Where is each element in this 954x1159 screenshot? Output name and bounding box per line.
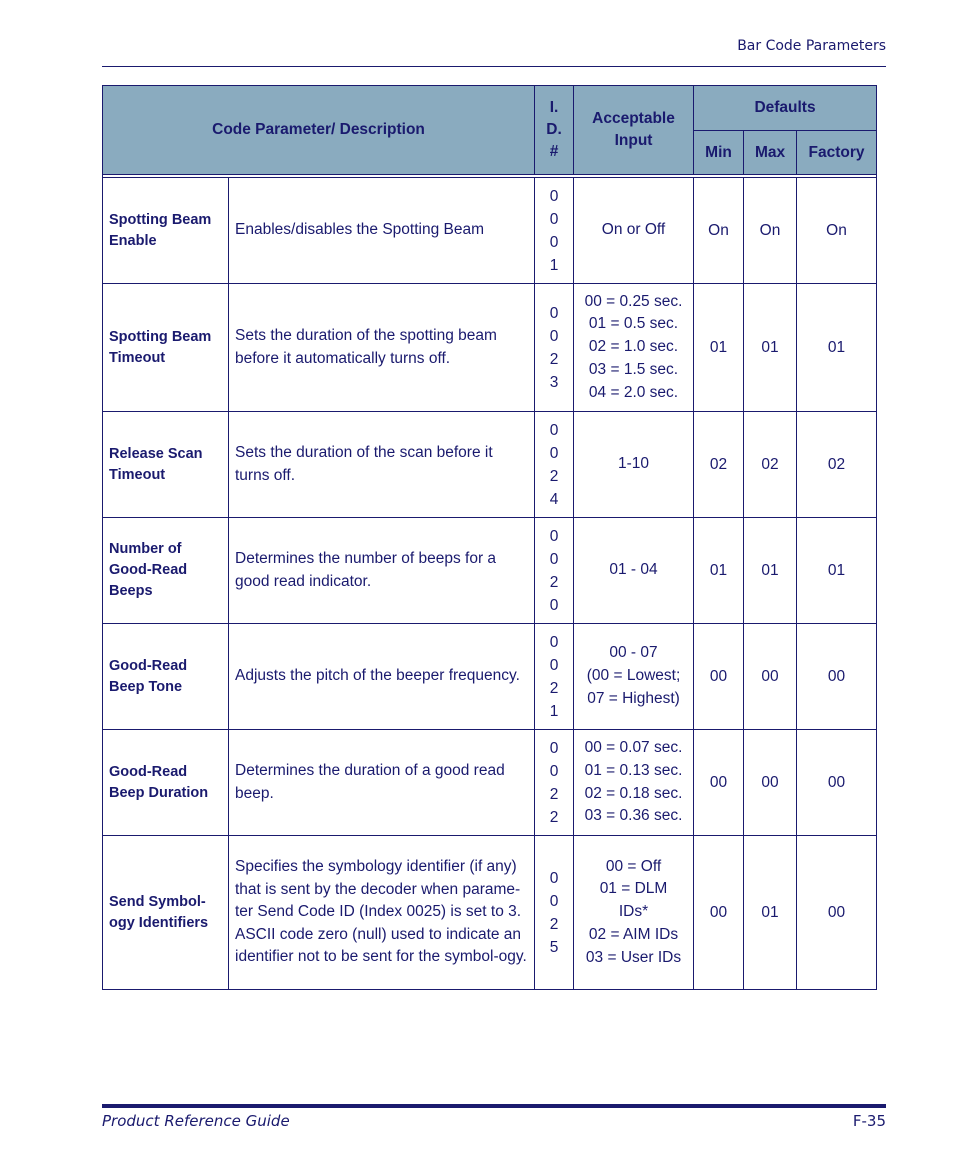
id-digit: 0 <box>549 550 559 568</box>
input-line: 00 = 0.25 sec. <box>584 292 683 310</box>
id-digit: 2 <box>549 808 559 826</box>
acceptable-input <box>574 178 694 284</box>
parameter-name: Good-Read Beep Duration <box>103 730 229 836</box>
input-line: 02 = 1.0 sec. <box>588 338 679 356</box>
default-factory: 00 <box>797 730 877 836</box>
input-line: 07 = Highest) <box>587 689 680 707</box>
table-row <box>103 178 877 284</box>
input-line: 01 = 0.5 sec. <box>588 315 679 333</box>
parameter-id <box>535 412 574 518</box>
id-digit: 3 <box>549 373 559 391</box>
id-digit: 0 <box>549 869 559 887</box>
acceptable-input <box>574 836 694 990</box>
parameter-description: Adjusts the pitch of the beeper frequency. <box>229 624 535 730</box>
id-digit: 0 <box>549 421 559 439</box>
id-digit: 0 <box>549 233 559 251</box>
table-row <box>103 518 877 624</box>
default-min: 00 <box>694 836 744 990</box>
id-digit: 1 <box>549 702 559 720</box>
id-digit: 0 <box>549 210 559 228</box>
acceptable-input <box>574 518 694 624</box>
default-factory: 02 <box>797 412 877 518</box>
default-max: On <box>744 178 797 284</box>
parameter-description: Enables/disables the Spotting Beam <box>229 178 535 284</box>
default-max: 01 <box>744 284 797 412</box>
id-digit: 0 <box>549 633 559 651</box>
id-digit: 2 <box>549 679 559 697</box>
running-header-title: Bar Code Parameters <box>737 38 886 54</box>
id-digit: 0 <box>549 596 559 614</box>
input-line: 01 = DLM <box>599 880 668 898</box>
parameter-description: Sets the duration of the scan before it turns off. <box>229 412 535 518</box>
acceptable-input <box>574 730 694 836</box>
input-line: 01 - 04 <box>609 561 658 579</box>
header-max: Max <box>744 131 797 175</box>
footer-guide-title: Product Reference Guide <box>102 1112 290 1130</box>
default-min: 00 <box>694 730 744 836</box>
input-line: On or Off <box>601 221 666 239</box>
table-row <box>103 412 877 518</box>
header-id-line: D. <box>546 121 562 138</box>
parameter-name: Release Scan Timeout <box>103 412 229 518</box>
input-line: 03 = 0.36 sec. <box>584 807 683 825</box>
input-line: 1-10 <box>618 455 650 473</box>
default-min: On <box>694 178 744 284</box>
acceptable-input <box>574 624 694 730</box>
default-max: 00 <box>744 624 797 730</box>
parameter-table <box>102 85 877 990</box>
parameter-id <box>535 836 574 990</box>
input-line: 03 = 1.5 sec. <box>588 360 679 378</box>
default-min: 01 <box>694 518 744 624</box>
input-line: 02 = AIM IDs <box>588 925 679 943</box>
default-max: 02 <box>744 412 797 518</box>
header-id-line: # <box>549 143 559 160</box>
parameter-name: Number of Good-Read Beeps <box>103 518 229 624</box>
header-defaults: Defaults <box>694 86 877 131</box>
table-row <box>103 284 877 412</box>
default-factory: On <box>797 178 877 284</box>
acceptable-input <box>574 412 694 518</box>
input-line: (00 = Lowest; <box>586 667 681 685</box>
id-digit: 0 <box>549 739 559 757</box>
input-line: IDs* <box>618 903 649 921</box>
id-digit: 2 <box>549 785 559 803</box>
id-digit: 0 <box>549 892 559 910</box>
default-max: 01 <box>744 836 797 990</box>
parameter-description: Specifies the symbology identifier (if any) that is sent by the decoder when parame-ter Send Code ID (Index 0025) is set to 3. ASCII code zero (null) used to indicate an identifier not to be sent for the symbol-ogy. <box>229 836 535 990</box>
id-digit: 4 <box>549 490 559 508</box>
input-line: 00 = 0.07 sec. <box>584 738 683 756</box>
footer-divider <box>102 1104 886 1108</box>
id-digit: 5 <box>549 938 559 956</box>
header-id <box>535 86 574 175</box>
parameter-id <box>535 518 574 624</box>
header-id-line: I. <box>549 99 559 116</box>
id-digit: 0 <box>549 187 559 205</box>
acceptable-input <box>574 284 694 412</box>
header-divider <box>102 66 886 67</box>
id-digit: 0 <box>549 444 559 462</box>
id-digit: 2 <box>549 350 559 368</box>
header-code-parameter: Code Parameter/ Description <box>103 86 535 175</box>
default-factory: 00 <box>797 836 877 990</box>
table-row <box>103 730 877 836</box>
table-row <box>103 836 877 990</box>
footer-page-number: F-35 <box>852 1112 886 1130</box>
parameter-name: Send Symbol-ogy Identifiers <box>103 836 229 990</box>
default-max: 00 <box>744 730 797 836</box>
default-min: 01 <box>694 284 744 412</box>
parameter-id <box>535 284 574 412</box>
default-min: 02 <box>694 412 744 518</box>
input-line: 00 = Off <box>605 857 662 875</box>
id-digit: 1 <box>549 256 559 274</box>
input-line: 03 = User IDs <box>585 948 682 966</box>
table-row <box>103 624 877 730</box>
header-factory: Factory <box>797 131 877 175</box>
default-factory: 01 <box>797 518 877 624</box>
id-digit: 0 <box>549 762 559 780</box>
parameter-description: Sets the duration of the spotting beam before it automatically turns off. <box>229 284 535 412</box>
parameter-name: Spotting Beam Timeout <box>103 284 229 412</box>
id-digit: 0 <box>549 304 559 322</box>
header-min: Min <box>694 131 744 175</box>
input-line: 02 = 0.18 sec. <box>584 784 683 802</box>
parameter-id <box>535 178 574 284</box>
id-digit: 0 <box>549 656 559 674</box>
parameter-id <box>535 624 574 730</box>
default-factory: 00 <box>797 624 877 730</box>
id-digit: 0 <box>549 327 559 345</box>
id-digit: 0 <box>549 527 559 545</box>
input-line: 00 - 07 <box>609 644 658 662</box>
id-digit: 2 <box>549 915 559 933</box>
default-factory: 01 <box>797 284 877 412</box>
parameter-description: Determines the number of beeps for a good read indicator. <box>229 518 535 624</box>
header-acceptable-input: Acceptable Input <box>574 86 694 175</box>
id-digit: 2 <box>549 467 559 485</box>
parameter-id <box>535 730 574 836</box>
input-line: 04 = 2.0 sec. <box>588 383 679 401</box>
parameter-name: Spotting Beam Enable <box>103 178 229 284</box>
default-min: 00 <box>694 624 744 730</box>
default-max: 01 <box>744 518 797 624</box>
parameter-description: Determines the duration of a good read beep. <box>229 730 535 836</box>
parameter-name: Good-Read Beep Tone <box>103 624 229 730</box>
input-line: 01 = 0.13 sec. <box>584 761 683 779</box>
id-digit: 2 <box>549 573 559 591</box>
